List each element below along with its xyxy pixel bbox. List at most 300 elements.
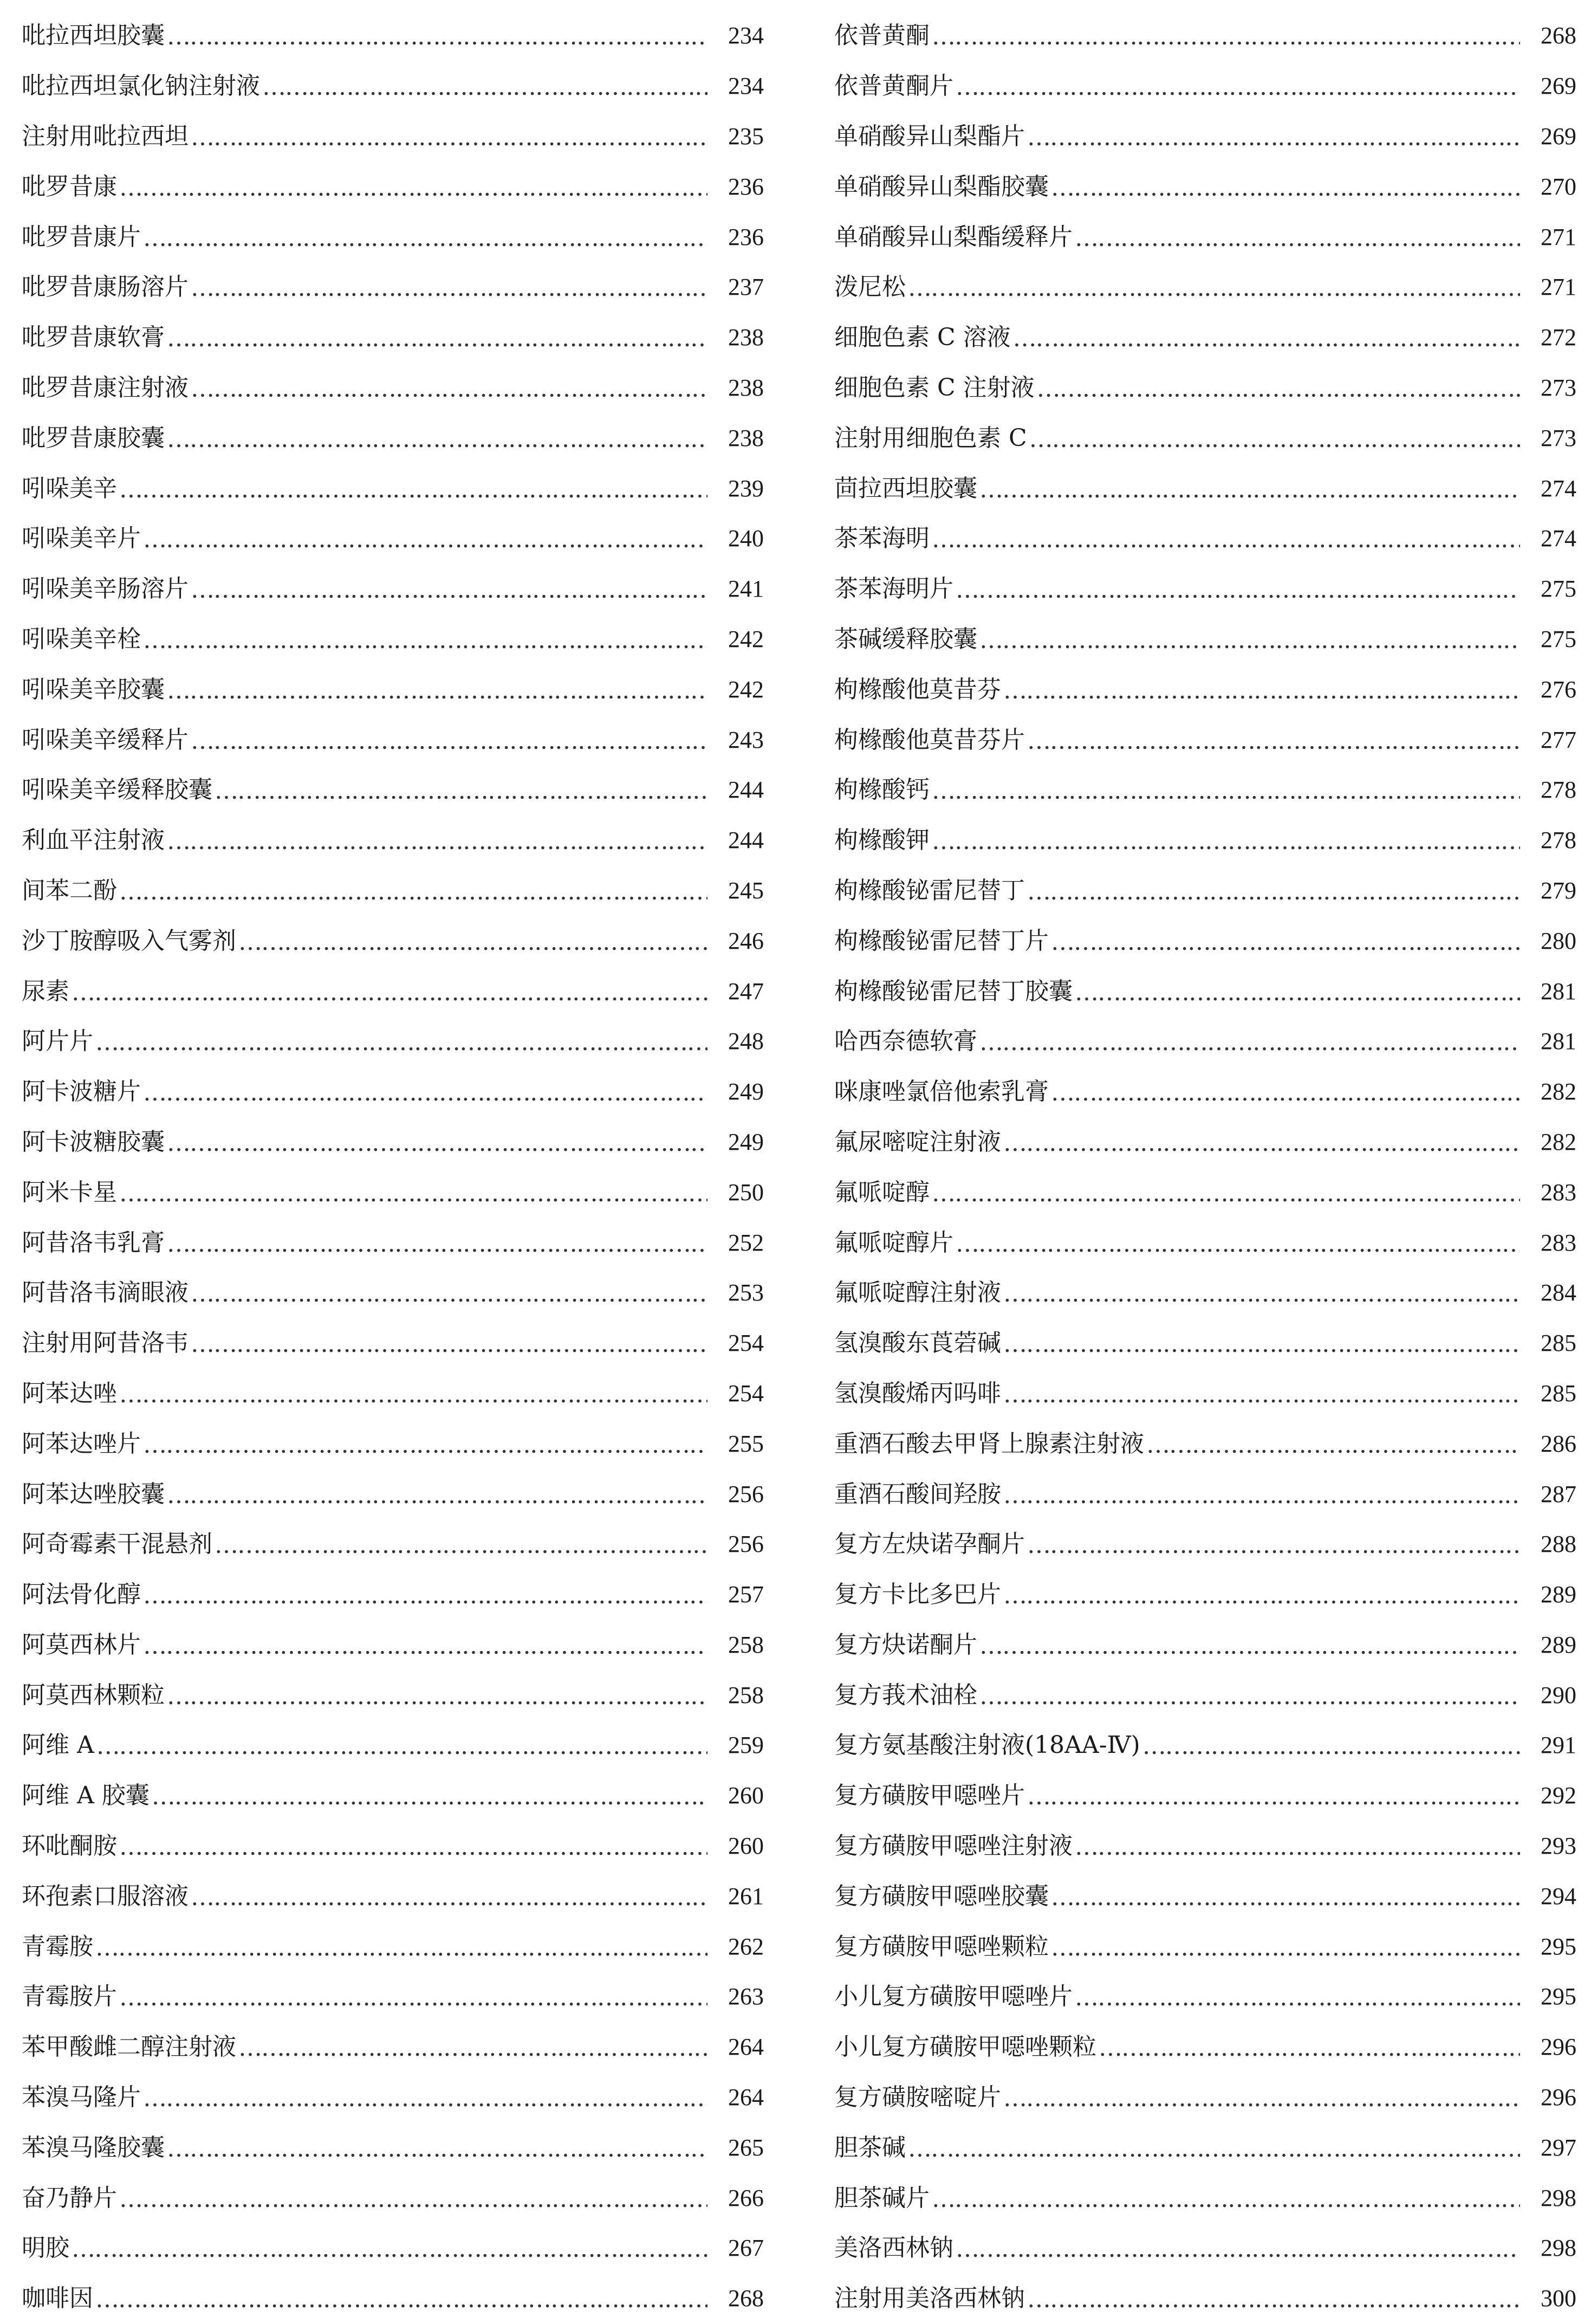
toc-entry (22, 866, 764, 916)
toc-entry (834, 1017, 1576, 1067)
toc-entry (22, 1821, 764, 1872)
entry-title: 阿米卡星 (22, 1178, 117, 1206)
entry-title: 阿昔洛韦滴眼液 (22, 1279, 189, 1307)
dot-leader (96, 1734, 707, 1758)
dot-leader (238, 930, 707, 954)
entry-title: 阿莫西林片 (22, 1630, 141, 1659)
toc-entry (22, 715, 764, 765)
toc-entry (22, 1469, 764, 1519)
dot-leader (932, 779, 1520, 803)
entry-title: 吡罗昔康胶囊 (22, 424, 165, 452)
dot-leader (979, 1634, 1520, 1658)
dot-leader (1027, 880, 1520, 904)
page-number: 288 (1541, 1531, 1576, 1558)
dot-leader (238, 2036, 707, 2060)
page-number: 237 (728, 274, 764, 301)
page-number: 268 (728, 2285, 764, 2312)
toc-entry (834, 2122, 1576, 2173)
entry-title: 注射用细胞色素 C (834, 424, 1027, 452)
toc-entry (834, 1570, 1576, 1620)
page-number: 279 (1541, 877, 1576, 904)
page-number: 238 (728, 324, 764, 351)
page-number: 296 (1541, 2034, 1576, 2061)
entry-title: 复方磺胺甲噁唑注射液 (834, 1832, 1073, 1860)
dot-leader (1027, 1533, 1520, 1557)
entry-title: 单硝酸异山梨酯胶囊 (834, 172, 1049, 200)
page-number: 271 (1541, 223, 1576, 250)
entry-title: 复方磺胺甲噁唑胶囊 (834, 1882, 1049, 1910)
dot-leader (932, 528, 1520, 552)
dot-leader (1003, 1332, 1520, 1356)
entry-title: 阿维 A 胶囊 (22, 1782, 150, 1810)
toc-entry (22, 1771, 764, 1821)
page-number: 284 (1541, 1279, 1576, 1306)
dot-leader (167, 2137, 707, 2161)
page-number: 273 (1541, 374, 1576, 401)
toc-entry (22, 463, 764, 514)
toc-entry (834, 1117, 1576, 1168)
page-number: 295 (1541, 1933, 1576, 1960)
entry-title: 阿苯达唑胶囊 (22, 1480, 165, 1508)
page-number: 264 (728, 2034, 764, 2061)
toc-entry (22, 1720, 764, 1771)
toc-entry (22, 1017, 764, 1067)
dot-leader (1027, 2288, 1520, 2312)
toc-entry (834, 1218, 1576, 1268)
page-number: 278 (1541, 776, 1576, 804)
dot-leader (979, 629, 1520, 652)
toc-entry (22, 815, 764, 866)
page-number: 239 (728, 475, 764, 502)
page-number: 283 (1541, 1179, 1576, 1206)
toc-entry (834, 112, 1576, 162)
toc-entry (22, 1519, 764, 1570)
entry-title: 复方左炔诺孕酮片 (834, 1530, 1025, 1558)
page-number: 289 (1541, 1581, 1576, 1608)
entry-title: 复方磺胺甲噁唑片 (834, 1782, 1025, 1810)
toc-entry (834, 564, 1576, 614)
dot-leader (1051, 930, 1520, 954)
page-number: 282 (1541, 1078, 1576, 1105)
entry-title: 胆茶碱片 (834, 2184, 930, 2212)
page-number: 300 (1541, 2285, 1576, 2312)
entry-title: 小儿复方磺胺甲噁唑片 (834, 1983, 1073, 2011)
dot-leader (119, 478, 707, 502)
toc-entry (22, 112, 764, 162)
page-number: 256 (728, 1480, 764, 1507)
toc-entry (834, 966, 1576, 1017)
dot-leader (979, 1031, 1520, 1054)
toc-left-column (22, 11, 764, 2324)
page-number: 282 (1541, 1128, 1576, 1155)
toc-entry (22, 1067, 764, 1117)
entry-title: 重酒石酸间羟胺 (834, 1480, 1001, 1508)
dot-leader (191, 578, 707, 602)
dot-leader (1051, 176, 1520, 200)
dot-leader (1037, 377, 1520, 401)
toc-entry (22, 313, 764, 363)
toc-entry (834, 463, 1576, 514)
dot-leader (152, 1785, 707, 1809)
page-number: 294 (1541, 1882, 1576, 1909)
page-number: 292 (1541, 1782, 1576, 1809)
toc-entry (834, 2073, 1576, 2123)
dot-leader (143, 226, 707, 250)
toc-entry (834, 363, 1576, 413)
toc-entry (22, 2223, 764, 2274)
toc-entry (834, 1268, 1576, 1318)
page-number: 289 (1541, 1631, 1576, 1658)
page-number: 249 (728, 1128, 764, 1155)
toc-entry (834, 2022, 1576, 2073)
dot-leader (167, 1131, 707, 1155)
toc-entry (834, 1871, 1576, 1921)
page-number: 296 (1541, 2084, 1576, 2111)
toc-entry (22, 1167, 764, 1218)
page-number: 240 (728, 525, 764, 552)
toc-entry (22, 564, 764, 614)
dot-leader (1003, 679, 1520, 703)
dot-leader (119, 1986, 707, 2010)
toc-entry (834, 514, 1576, 564)
entry-title: 吡罗昔康软膏 (22, 323, 165, 352)
entry-title: 单硝酸异山梨酯片 (834, 122, 1025, 150)
toc-entry (834, 1821, 1576, 1872)
page-number: 234 (728, 73, 764, 100)
toc-entry (834, 1620, 1576, 1671)
page-number: 275 (1541, 625, 1576, 652)
page-number: 269 (1541, 122, 1576, 150)
page-number: 281 (1541, 1028, 1576, 1055)
toc-entry (22, 1972, 764, 2022)
page-number: 275 (1541, 575, 1576, 603)
dot-leader (191, 126, 707, 150)
page-number: 255 (728, 1430, 764, 1457)
toc-entry (22, 765, 764, 815)
dot-leader (215, 779, 707, 803)
toc-entry (834, 1067, 1576, 1117)
entry-title: 阿莫西林颗粒 (22, 1681, 165, 1709)
page-number: 244 (728, 827, 764, 854)
toc-entry (22, 1670, 764, 1720)
entry-title: 注射用美洛西林钠 (834, 2284, 1025, 2313)
dot-leader (119, 1182, 707, 1206)
entry-title: 复方炔诺酮片 (834, 1630, 977, 1659)
entry-title: 氟哌啶醇注射液 (834, 1279, 1001, 1307)
toc-entry (22, 363, 764, 413)
toc-entry (834, 664, 1576, 715)
dot-leader (167, 25, 707, 49)
dot-leader (167, 428, 707, 451)
page-number: 271 (1541, 274, 1576, 301)
dot-leader (956, 578, 1520, 602)
dot-leader (95, 1031, 707, 1054)
toc-entry (834, 715, 1576, 765)
dot-leader (932, 830, 1520, 853)
toc-entry (834, 11, 1576, 61)
entry-title: 青霉胺片 (22, 1983, 117, 2011)
toc-entry (22, 2122, 764, 2173)
entry-title: 重酒石酸去甲肾上腺素注射液 (834, 1429, 1144, 1458)
toc-entry (22, 614, 764, 665)
page-number: 265 (728, 2134, 764, 2161)
toc-entry (22, 966, 764, 1017)
page-number: 254 (728, 1330, 764, 1357)
dot-leader (167, 327, 707, 351)
page-number: 234 (728, 22, 764, 49)
dot-leader (72, 2237, 707, 2261)
dot-leader (143, 1584, 707, 1608)
dot-leader (1027, 126, 1520, 150)
page-number: 298 (1541, 2184, 1576, 2211)
entry-title: 明胶 (22, 2234, 69, 2262)
entry-title: 阿卡波糖胶囊 (22, 1128, 165, 1156)
page-number: 268 (1541, 22, 1576, 49)
entry-title: 枸橼酸他莫昔芬 (834, 675, 1001, 703)
toc-entry (834, 262, 1576, 313)
page-number: 287 (1541, 1480, 1576, 1507)
page-number: 276 (1541, 676, 1576, 703)
dot-leader (1003, 2087, 1520, 2111)
entry-title: 吡罗昔康注射液 (22, 373, 189, 402)
dot-leader (119, 1383, 707, 1407)
page-number: 267 (728, 2235, 764, 2262)
dot-leader (1146, 1433, 1520, 1457)
page-number: 261 (728, 1882, 764, 1909)
entry-title: 苯甲酸雌二醇注射液 (22, 2033, 236, 2061)
dot-leader (191, 1886, 707, 1909)
page-number: 250 (728, 1179, 764, 1206)
toc-entry (22, 413, 764, 463)
toc-entry (834, 1921, 1576, 1972)
toc-entry (834, 614, 1576, 665)
toc-entry (834, 1318, 1576, 1369)
dot-leader (1027, 1785, 1520, 1809)
toc-entry (834, 866, 1576, 916)
entry-title: 枸橼酸铋雷尼替丁片 (834, 927, 1049, 955)
entry-title: 复方磺胺甲噁唑颗粒 (834, 1932, 1049, 1960)
page-number: 258 (728, 1631, 764, 1658)
page-number: 253 (728, 1279, 764, 1306)
dot-leader (143, 1433, 707, 1457)
dot-leader (908, 2137, 1520, 2161)
page-number: 297 (1541, 2134, 1576, 2161)
entry-title: 吲哚美辛片 (22, 525, 141, 553)
page-number: 277 (1541, 726, 1576, 753)
page-number: 246 (728, 927, 764, 954)
dot-leader (191, 377, 707, 401)
page-number: 285 (1541, 1380, 1576, 1407)
page-number: 254 (728, 1380, 764, 1407)
dot-leader (95, 2288, 707, 2312)
page-number: 252 (728, 1229, 764, 1256)
dot-leader (1099, 2036, 1520, 2060)
page-number: 298 (1541, 2235, 1576, 2262)
toc-entry (834, 161, 1576, 212)
dot-leader (1075, 226, 1520, 250)
dot-leader (143, 629, 707, 652)
page-number: 274 (1541, 475, 1576, 502)
toc-entry (834, 1972, 1576, 2022)
dot-leader (143, 1634, 707, 1658)
dot-leader (191, 1282, 707, 1306)
toc-entry (22, 1369, 764, 1419)
dot-leader (956, 2237, 1520, 2261)
page-number: 273 (1541, 424, 1576, 451)
entry-title: 氢溴酸东莨菪碱 (834, 1329, 1001, 1357)
page-number: 285 (1541, 1330, 1576, 1357)
toc-entry (834, 1720, 1576, 1771)
entry-title: 环孢素口服溶液 (22, 1882, 189, 1910)
page-number: 249 (728, 1078, 764, 1105)
entry-title: 阿法骨化醇 (22, 1581, 141, 1609)
entry-title: 细胞色素 C 注射液 (834, 373, 1035, 402)
entry-title: 尿素 (22, 977, 69, 1005)
toc-entry (22, 2274, 764, 2324)
toc-entry (22, 2173, 764, 2223)
dot-leader (1051, 1886, 1520, 1909)
entry-title: 吡罗昔康肠溶片 (22, 273, 189, 301)
toc-entry (834, 61, 1576, 112)
dot-leader (167, 679, 707, 703)
page-number: 241 (728, 575, 764, 603)
toc-entry (22, 1570, 764, 1620)
dot-leader (956, 1232, 1520, 1256)
entry-title: 苯溴马隆片 (22, 2083, 141, 2112)
dot-leader (262, 75, 707, 99)
entry-title: 阿苯达唑片 (22, 1429, 141, 1458)
entry-title: 吡拉西坦氯化钠注射液 (22, 72, 260, 100)
entry-title: 哈西奈德软膏 (834, 1027, 977, 1056)
page-number: 258 (728, 1681, 764, 1708)
dot-leader (932, 25, 1520, 49)
toc-entry (834, 2274, 1576, 2324)
dot-leader (908, 276, 1520, 300)
entry-title: 枸橼酸他莫昔芬片 (834, 726, 1025, 754)
dot-leader (1003, 1282, 1520, 1306)
page-number: 295 (1541, 1983, 1576, 2010)
dot-leader (1003, 1484, 1520, 1507)
entry-title: 阿奇霉素干混悬剂 (22, 1530, 212, 1558)
toc-entry (22, 1218, 764, 1268)
entry-title: 胆茶碱 (834, 2133, 906, 2161)
toc-entry (834, 2223, 1576, 2274)
entry-title: 氟哌啶醇片 (834, 1228, 953, 1257)
entry-title: 复方磺胺嘧啶片 (834, 2083, 1001, 2112)
page-number: 263 (728, 1983, 764, 2010)
toc-entry (834, 2173, 1576, 2223)
page-number: 245 (728, 877, 764, 904)
entry-title: 枸橼酸钾 (834, 826, 930, 854)
dot-leader (119, 1835, 707, 1859)
entry-title: 细胞色素 C 溶液 (834, 323, 1011, 352)
dot-leader (191, 1332, 707, 1356)
toc-entry (834, 1369, 1576, 1419)
toc-entry (22, 61, 764, 112)
toc-entry (22, 212, 764, 262)
toc-entry (834, 1670, 1576, 1720)
entry-title: 单硝酸异山梨酯缓释片 (834, 223, 1073, 251)
toc-entry (834, 765, 1576, 815)
entry-title: 环吡酮胺 (22, 1832, 117, 1860)
page-number: 257 (728, 1581, 764, 1608)
dot-leader (1003, 1383, 1520, 1407)
page-number: 238 (728, 424, 764, 451)
page-number: 247 (728, 977, 764, 1005)
dot-leader (1013, 327, 1520, 351)
page-number: 262 (728, 1933, 764, 1960)
page-number: 264 (728, 2084, 764, 2111)
entry-title: 依普黄酮片 (834, 72, 953, 100)
page-number: 270 (1541, 173, 1576, 200)
entry-title: 吲哚美辛栓 (22, 625, 141, 653)
entry-title: 间苯二酚 (22, 876, 117, 904)
dot-leader (143, 2087, 707, 2111)
toc-entry (22, 11, 764, 61)
toc-entry (22, 1921, 764, 1972)
dot-leader (1029, 428, 1520, 451)
entry-title: 吡拉西坦胶囊 (22, 22, 165, 50)
dot-leader (932, 2187, 1520, 2211)
toc-entry (834, 1469, 1576, 1519)
page-number: 286 (1541, 1430, 1576, 1457)
page-number: 278 (1541, 827, 1576, 854)
entry-title: 枸橼酸铋雷尼替丁胶囊 (834, 977, 1073, 1005)
page-number: 236 (728, 223, 764, 250)
page-number: 256 (728, 1531, 764, 1558)
page-number: 266 (728, 2184, 764, 2211)
entry-title: 注射用吡拉西坦 (22, 122, 189, 150)
entry-title: 咖啡因 (22, 2284, 93, 2313)
toc-entry (834, 413, 1576, 463)
page-number: 281 (1541, 977, 1576, 1005)
entry-title: 吲哚美辛 (22, 474, 117, 502)
dot-leader (1075, 981, 1520, 1005)
dot-leader (1051, 1081, 1520, 1105)
entry-title: 氢溴酸烯丙吗啡 (834, 1379, 1001, 1407)
dot-leader (956, 75, 1520, 99)
dot-leader (191, 729, 707, 753)
dot-leader (167, 1484, 707, 1507)
toc-entry (834, 916, 1576, 966)
entry-title: 沙丁胺醇吸入气雾剂 (22, 927, 236, 955)
entry-title: 枸橼酸钙 (834, 776, 930, 804)
entry-title: 复方莪术油栓 (834, 1681, 977, 1709)
page-number: 272 (1541, 324, 1576, 351)
toc-entry (22, 514, 764, 564)
page-number: 243 (728, 726, 764, 753)
dot-leader (143, 528, 707, 552)
dot-leader (1003, 1584, 1520, 1608)
toc-entry (834, 815, 1576, 866)
toc-entry (834, 313, 1576, 363)
entry-title: 阿维 A (22, 1731, 94, 1759)
toc-entry (22, 2073, 764, 2123)
dot-leader (167, 1232, 707, 1256)
entry-title: 利血平注射液 (22, 826, 165, 854)
entry-title: 吲哚美辛肠溶片 (22, 575, 189, 603)
dot-leader (167, 1685, 707, 1708)
page-number: 259 (728, 1732, 764, 1759)
entry-title: 阿卡波糖片 (22, 1078, 141, 1106)
toc-entry (22, 1419, 764, 1469)
dot-leader (119, 2187, 707, 2211)
dot-leader (215, 1533, 707, 1557)
dot-leader (143, 1081, 707, 1105)
toc-entry (834, 1419, 1576, 1469)
toc-entry (22, 1117, 764, 1168)
dot-leader (932, 1182, 1520, 1206)
